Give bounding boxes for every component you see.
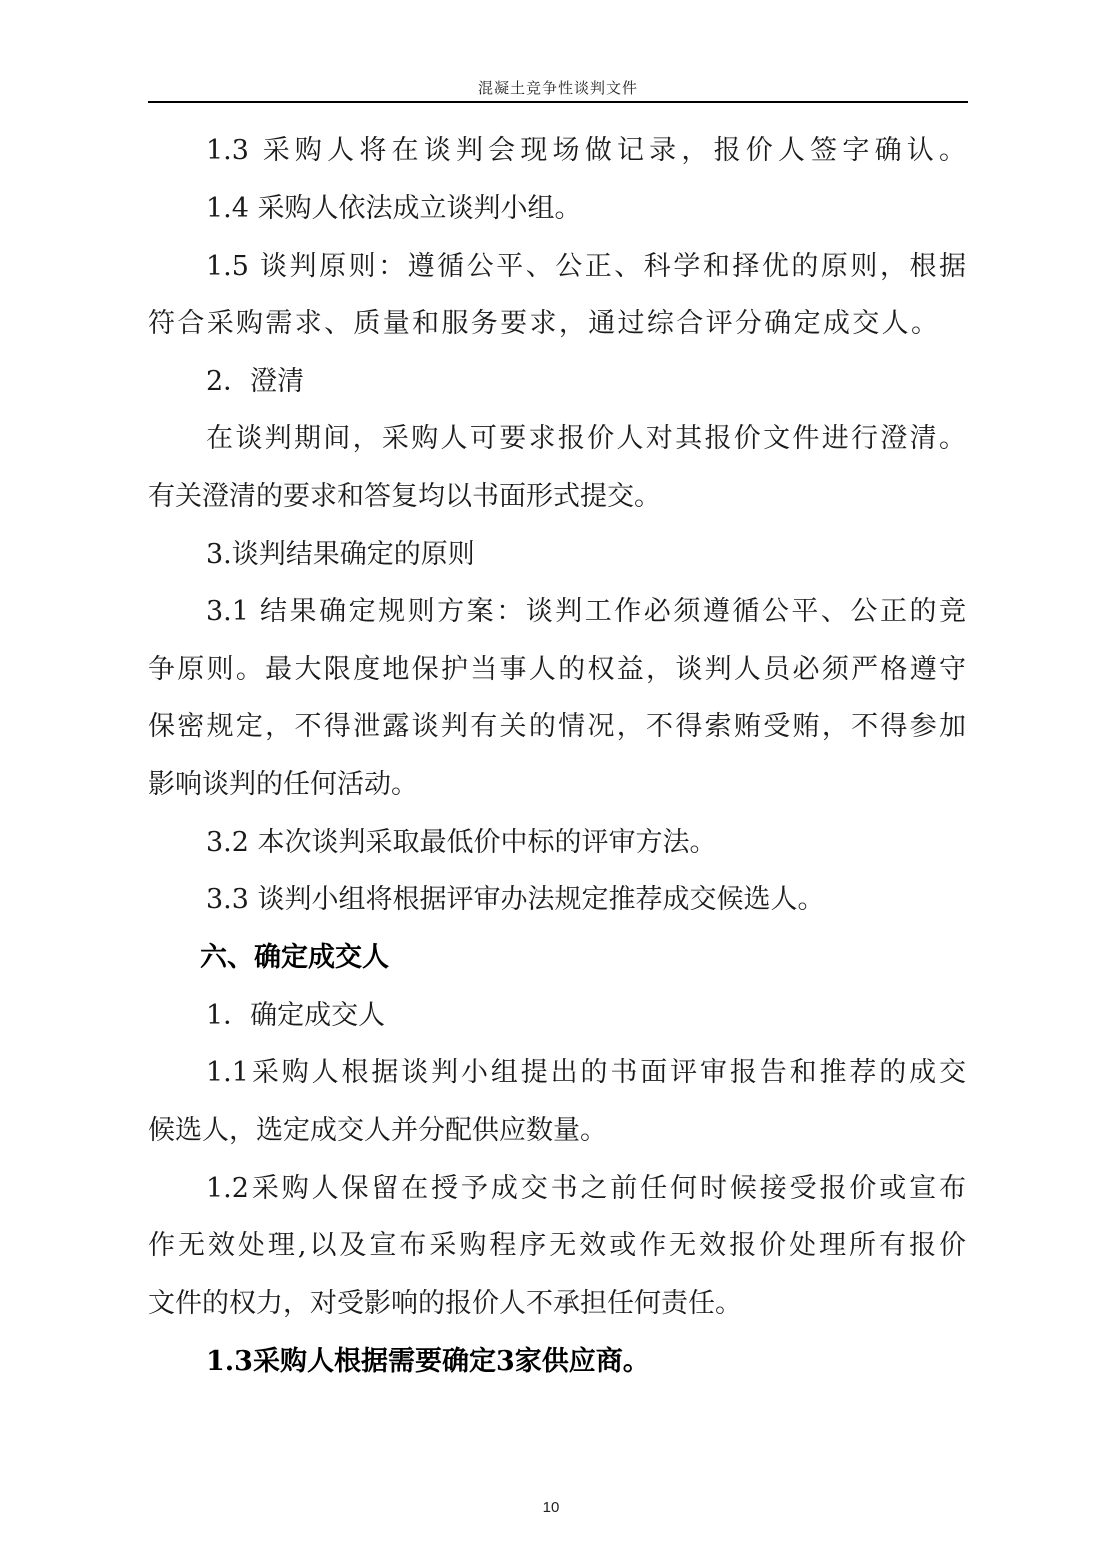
- text-line: 候选人，选定成交人并分配供应数量。: [148, 1115, 607, 1146]
- section-heading: 1．确定成交人: [206, 1000, 386, 1031]
- text-line: 文件的权力，对受影响的报价人不承担任何责任。: [148, 1288, 742, 1319]
- text-line: 保密规定，不得泄露谈判有关的情况，不得索贿受贿，不得参加: [148, 711, 966, 742]
- text-line: 1.2采购人保留在授予成交书之前任何时候接受报价或宣布: [206, 1173, 966, 1204]
- running-header: 混凝土竞争性谈判文件: [477, 79, 638, 97]
- emphasized-text-line: 1.3采购人根据需要确定3家供应商。: [206, 1346, 650, 1377]
- text-line: 3.1 结果确定规则方案：谈判工作必须遵循公平、公正的竞: [206, 596, 966, 627]
- section-heading: 2．澄清: [206, 366, 305, 397]
- text-line: 符合采购需求、质量和服务要求，通过综合评分确定成交人。: [148, 308, 938, 339]
- text-line: 3.2 本次谈判采取最低价中标的评审方法。: [206, 827, 717, 858]
- text-line: 1.5 谈判原则：遵循公平、公正、科学和择优的原则，根据: [206, 251, 966, 282]
- text-line: 作无效处理,以及宣布采购程序无效或作无效报价处理所有报价: [148, 1230, 966, 1261]
- text-line: 争原则。最大限度地保护当事人的权益，谈判人员必须严格遵守: [148, 654, 966, 685]
- text-line: 影响谈判的任何活动。: [148, 769, 418, 800]
- text-line: 1.1采购人根据谈判小组提出的书面评审报告和推荐的成交: [206, 1057, 966, 1088]
- section-heading: 3.谈判结果确定的原则: [206, 539, 475, 570]
- page-number: 10: [542, 1499, 560, 1516]
- text-line: 在谈判期间，采购人可要求报价人对其报价文件进行澄清。: [206, 423, 966, 454]
- text-line: 1.3 采购人将在谈判会现场做记录，报价人签字确认。: [206, 135, 966, 166]
- header-rule: [148, 101, 968, 103]
- text-line: 1.4 采购人依法成立谈判小组。: [206, 193, 582, 224]
- text-line: 3.3 谈判小组将根据评审办法规定推荐成交候选人。: [206, 884, 825, 915]
- text-line: 有关澄清的要求和答复均以书面形式提交。: [148, 481, 661, 512]
- chapter-heading: 六、确定成交人: [200, 942, 389, 973]
